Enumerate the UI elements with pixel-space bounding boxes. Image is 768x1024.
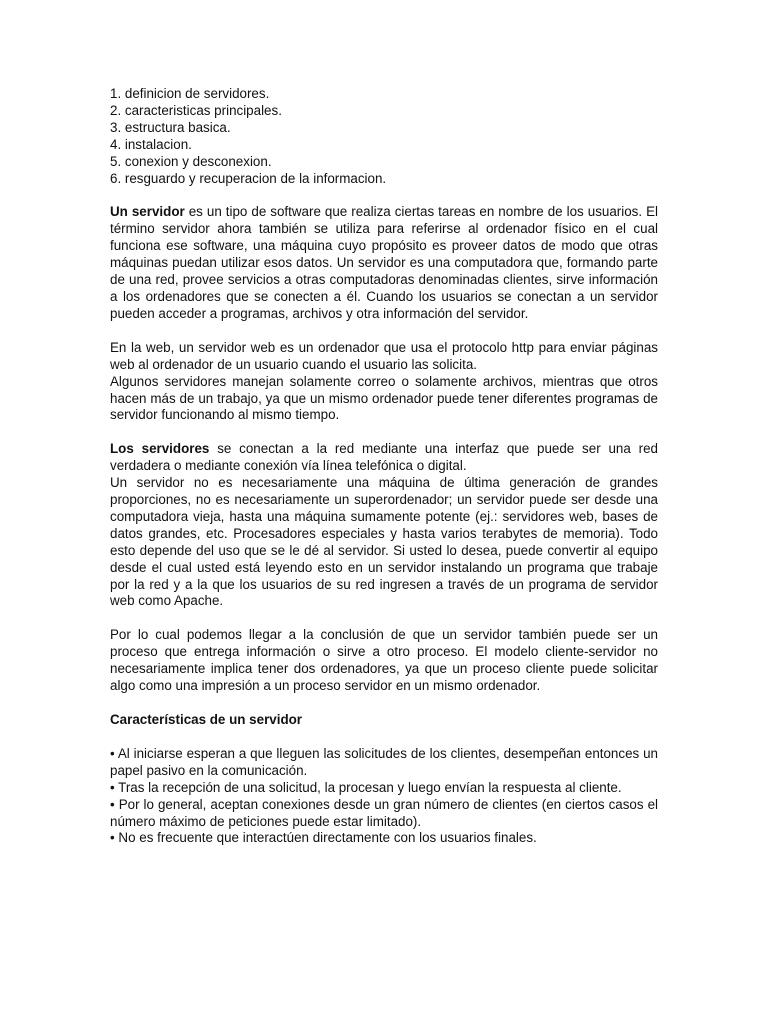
toc-item: 2. caracteristicas principales. (110, 102, 282, 118)
toc-item: 3. estructura basica. (110, 119, 231, 135)
document-page (110, 86, 658, 847)
paragraph-conclusion: Por lo cual podemos llegar a la conclusión de que un servidor también puede ser un proceso que entrega información o sirve a otro proceso. El modelo cliente-servidor no necesariamente implica tener dos ordenadores, ya que un proceso cliente puede solicitar algo como una impresión a un proceso servidor en un mismo ordenador. (110, 627, 658, 694)
paragraph-text: es un tipo de software que realiza ciertas tareas en nombre de los usuarios. El término servidor ahora también se utiliza para referirse al ordenador físico en el cual funciona ese software, una máquina cuyo propósito es proveer datos de modo que otras máquinas puedan utilizar esos datos. Un servidor es una computadora que, formando parte de una red, provee servicios a otras computadoras denominadas clientes, sirve información a los ordenadores que se conecten a él. Cuando los usuarios se conectan a un servidor pueden acceder a programas, archivos y otra información del servidor. (110, 204, 658, 321)
paragraph-web-server: En la web, un servidor web es un ordenador que usa el protocolo http para enviar páginas web al ordenador de un usuario cuando el usuario las solicita. (110, 339, 658, 372)
bullet-item: • No es frecuente que interactúen directamente con los usuarios finales. (110, 830, 537, 846)
term-un-servidor: Un servidor (110, 204, 185, 220)
paragraph-other-servers: Algunos servidores manejan solamente correo o solamente archivos, mientras que otros hacen más de un trabajo, ya que un mismo ordenador puede tener diferentes programas de servidor funcionando al mismo tiempo. (110, 373, 658, 423)
bullet-item: • Tras la recepción de una solicitud, la procesan y luego envían la respuesta al cliente. (110, 779, 622, 795)
paragraph-connection (110, 441, 658, 475)
section-heading: Características de un servidor (110, 712, 303, 727)
term-los-servidores: Los servidores (110, 441, 210, 457)
bullet-item: • Por lo general, aceptan conexiones desde un gran número de clientes (en ciertos casos el número máximo de peticiones puede estar limitado). (110, 796, 658, 829)
toc-item: 1. definicion de servidores. (110, 86, 270, 101)
toc-item: 6. resguardo y recuperacion de la informacion. (110, 170, 387, 186)
table-of-contents (110, 86, 658, 187)
bullet-item: • Al iniciarse esperan a que lleguen las solicitudes de los clientes, desempeñan entonces un papel pasivo en la comunicación. (110, 745, 658, 778)
toc-item: 5. conexion y desconexion. (110, 153, 272, 169)
toc-item: 4. instalacion. (110, 136, 192, 152)
paragraph-hardware: Un servidor no es necesariamente una máquina de última generación de grandes proporciones, no es necesariamente un superordenador; un servidor puede ser desde una computadora vieja, hasta una máquina sumamente potente (ej.: servidores web, bases de datos grandes, etc. Procesadores especiales y hasta varios terabytes de memoria). Todo esto depende del uso que se le dé al servidor. Si usted lo desea, puede convertir al equipo desde el cual usted está leyendo esto en un servidor instalando un programa que trabaje por la red y a la que los usuarios de su red ingresen a través de un programa de servidor web como Apache. (110, 475, 658, 609)
paragraph-text: se conectan a la red mediante una interfaz que puede ser una red verdadera o mediante conexión vía línea telefónica o digital. (110, 441, 659, 474)
paragraph-definition (110, 204, 658, 322)
